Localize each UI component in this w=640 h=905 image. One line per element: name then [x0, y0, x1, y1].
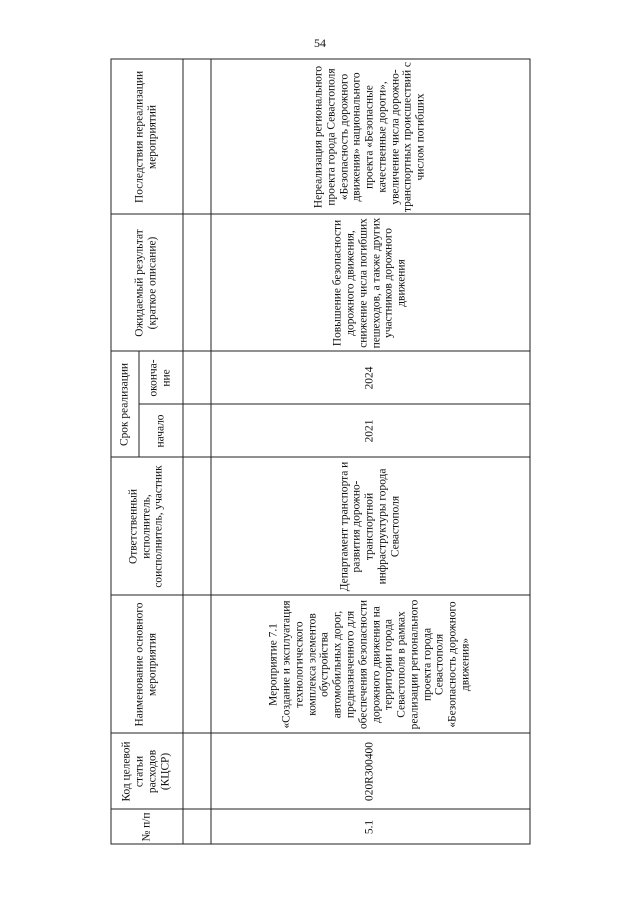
- spacer-cell: [183, 59, 211, 214]
- spacer-cell: [183, 810, 211, 845]
- row-name: Мероприятие 7.1 «Создание и эксплуатация технологического комплекса элементов обустройства автомобильных дорог, предназначенного для обеспечения безопасности дорожного движения на территории города Севастополя в рамках реализации регионального проекта города Севастополя «Безопасность дорожного движения»: [211, 596, 530, 734]
- header-name: Наименование основного мероприятия: [111, 596, 183, 734]
- measures-table: [110, 59, 530, 845]
- header-row-1: [111, 59, 139, 844]
- spacer-cell: [183, 458, 211, 596]
- spacer-cell: [183, 405, 211, 458]
- header-code: Код целевой статьи расходов (КЦСР): [111, 734, 183, 810]
- rotated-table-inner: [110, 60, 530, 845]
- spacer-row: [183, 59, 211, 844]
- row-consequences: Нереализация регионального проекта города Севастополя «Безопасность дорожного движения» национального проекта «Безопасные качественные дороги», увеличение числа дорожно-транспортных происшествий с числом погибших: [211, 59, 530, 214]
- spacer-cell: [183, 214, 211, 351]
- spacer-cell: [183, 351, 211, 404]
- header-term: Срок реализации: [111, 351, 139, 457]
- header-result: Ожидаемый результат (краткое описание): [111, 214, 183, 351]
- row-num: 5.1: [211, 810, 530, 845]
- row-code: 020R300400: [211, 734, 530, 810]
- header-end: оконча-ние: [139, 351, 183, 404]
- rotated-table-wrapper: [0, 62, 640, 842]
- row-executor: Департамент транспорта и развития дорожно-транспортной инфраструктуры города Севастополя: [211, 458, 530, 596]
- table-row: [211, 59, 530, 844]
- row-result: Повышение безопасности дорожного движения, снижение числа погибших пешеходов, а также других участников дорожного движения: [211, 214, 530, 351]
- header-executor: Ответственный исполнитель, соисполнитель, участник: [111, 458, 183, 596]
- spacer-cell: [183, 734, 211, 810]
- row-start: 2021: [211, 405, 530, 458]
- landscape-table-container: [110, 60, 530, 845]
- header-start: начало: [139, 405, 183, 458]
- row-end: 2024: [211, 351, 530, 404]
- spacer-cell: [183, 596, 211, 734]
- header-num: № п/п: [111, 810, 183, 845]
- header-consequences: Последствия нереализации мероприятий: [111, 59, 183, 214]
- page-number: 54: [314, 36, 326, 50]
